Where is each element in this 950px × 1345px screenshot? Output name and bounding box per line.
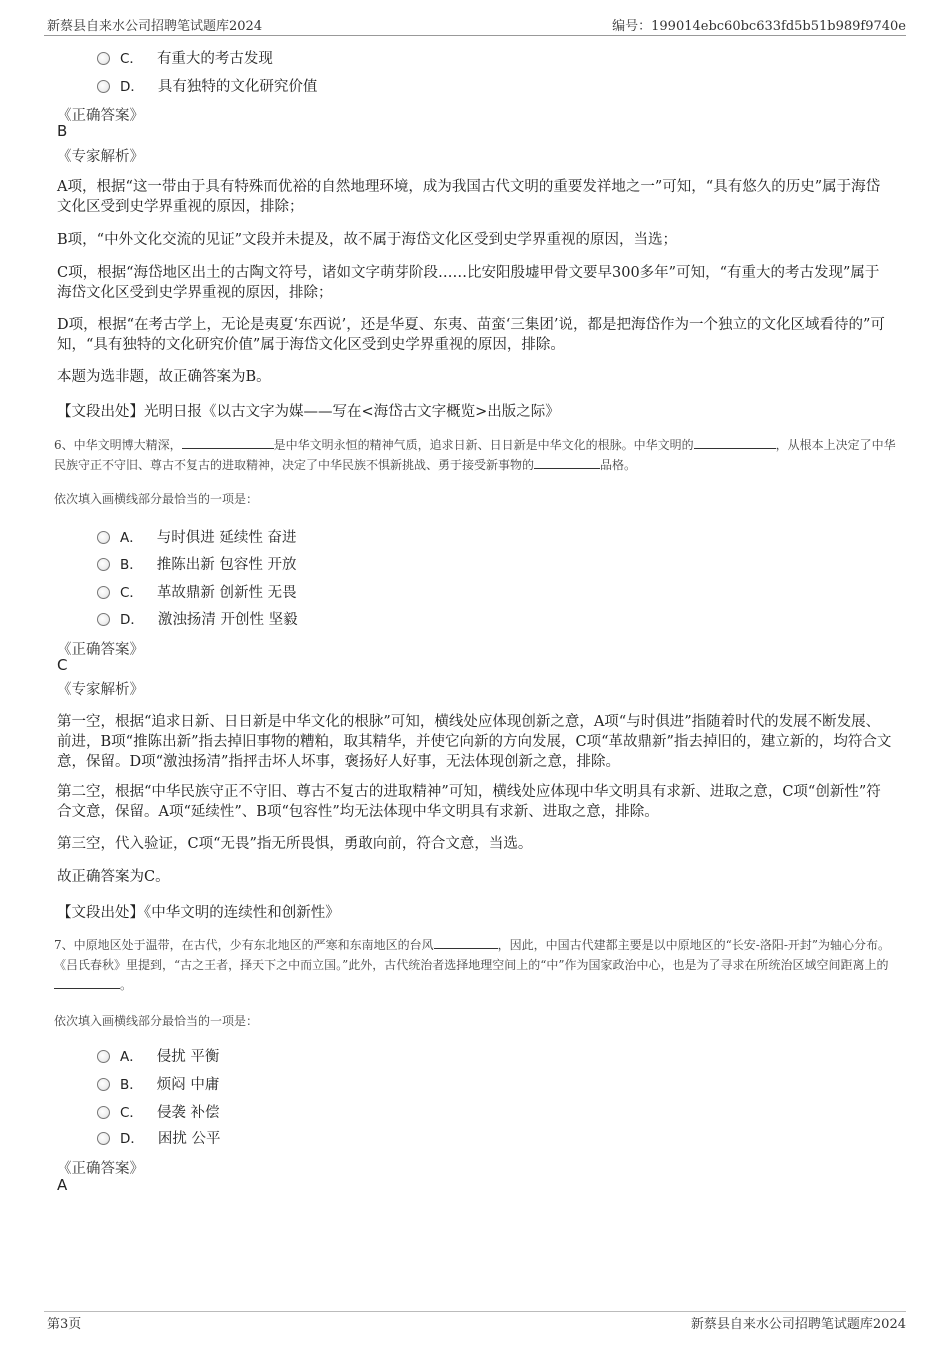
q7-hint: 依次填入画横线部分最恰当的一项是： xyxy=(54,1014,259,1028)
q7-option-c[interactable]: C． 侵袭 补偿 xyxy=(97,1101,220,1122)
radio-icon[interactable] xyxy=(97,613,110,626)
radio-icon[interactable] xyxy=(97,1106,110,1119)
header-title: 新蔡县自来水公司招聘笔试题库2024 xyxy=(47,19,263,34)
q5-answer: B xyxy=(57,122,68,140)
q5-analysis-c: C项，根据“海岱地区出土的古陶文符号，诸如文字萌芽阶段……比安阳殷墟甲骨文要早300多年”可知，“有重大的考古发现”属于海岱文化区受到史学界重视的原因，排除； xyxy=(57,265,880,301)
page-number: 第3页 xyxy=(47,1317,82,1332)
q7-answer: A xyxy=(57,1176,68,1194)
radio-icon[interactable] xyxy=(97,531,110,544)
q6-conclusion: 故正确答案为C。 xyxy=(57,869,170,885)
q6-stem: 6、中华文明博大精深， 是中华文明永恒的精神气质，追求日新、日日新是中华文化的根脉。中华文明的 ，从根本上决定了中华民族守正不守旧、尊古不复古的进取精神，决定了中华民族不惧新挑战、勇于接受新事物的 品格。 xyxy=(54,438,896,472)
q7-stem: 7、中原地区处于温带，在古代，少有东北地区的严寒和东南地区的台风 ，因此，中国古代建都主要是以中原地区的“长安-洛阳-开封”为轴心分布。《吕氏春秋》里提到，“古之王者，择天下之中而立国。”此外，古代统治者选择地理空间上的“中”作为国家政治中心，也是为了寻求在所统治区域空间距离上的。 xyxy=(54,938,891,992)
q6-analysis-2: 第二空，根据“中华民族守正不守旧、尊古不复古的进取精神”可知，横线处应体现中华文明具有求新、进取之意，C项“创新性”符合文意，保留。A项“延续性”、B项“包容性”均无法体现中华文明具有求新、进取之意，排除。 xyxy=(57,784,881,820)
radio-icon[interactable] xyxy=(97,586,110,599)
q5-answer-label: 《正确答案》 xyxy=(57,108,144,124)
q5-analysis-d: D项，根据“在考古学上，无论是夷夏‘东西说’，还是华夏、东夷、苗蛮‘三集团’说，都是把海岱作为一个独立的文化区域看待的”可知，“具有独特的文化研究价值”属于海岱文化区受到史学界重视的原因，排除。 xyxy=(57,317,885,353)
blank-2 xyxy=(54,976,120,989)
q6-option-a[interactable]: A． 与时俱进 延续性 奋进 xyxy=(97,526,296,547)
q6-analysis-label: 《专家解析》 xyxy=(57,682,144,698)
q5-source: 【文段出处】光明日报《以古文字为媒——写在<海岱古文字概览>出版之际》 xyxy=(57,404,560,420)
q6-hint: 依次填入画横线部分最恰当的一项是： xyxy=(54,492,259,506)
q6-option-b[interactable]: B． 推陈出新 包容性 开放 xyxy=(97,553,296,574)
radio-icon[interactable] xyxy=(97,1050,110,1063)
q6-analysis-3: 第三空，代入验证，C项“无畏”指无所畏惧，勇敢向前，符合文意，当选。 xyxy=(57,836,533,852)
radio-icon[interactable] xyxy=(97,1078,110,1091)
q7-option-a[interactable]: A． 侵扰 平衡 xyxy=(97,1045,219,1066)
blank-3 xyxy=(534,456,600,469)
radio-icon[interactable] xyxy=(97,1132,110,1145)
q5-analysis-label: 《专家解析》 xyxy=(57,149,144,165)
q7-option-b[interactable]: B． 烦闷 中庸 xyxy=(97,1073,219,1094)
q5-analysis-a: A项，根据“这一带由于具有特殊而优裕的自然地理环境，成为我国古代文明的重要发祥地之一”可知，“具有悠久的历史”属于海岱文化区受到史学界重视的原因，排除； xyxy=(57,179,881,215)
header-doc-id: 编号：199014ebc60bc633fd5b51b989f9740e xyxy=(612,19,906,34)
footer-divider xyxy=(44,1311,906,1312)
radio-icon[interactable] xyxy=(97,80,110,93)
radio-icon[interactable] xyxy=(97,558,110,571)
q6-answer-label: 《正确答案》 xyxy=(57,642,144,658)
q5-option-d[interactable]: D． 具有独特的文化研究价值 xyxy=(97,75,317,96)
q6-answer: C xyxy=(57,656,68,674)
q6-option-c[interactable]: C． 革故鼎新 创新性 无畏 xyxy=(97,581,297,602)
footer-title: 新蔡县自来水公司招聘笔试题库2024 xyxy=(690,1317,906,1332)
q7-option-d[interactable]: D． 困扰 公平 xyxy=(97,1127,221,1148)
q6-source: 【文段出处】《中华文明的连续性和创新性》 xyxy=(57,905,340,921)
q5-conclusion: 本题为选非题，故正确答案为B。 xyxy=(57,369,271,385)
q5-analysis-b: B项，“中外文化交流的见证”文段并未提及，故不属于海岱文化区受到史学界重视的原因，当选； xyxy=(57,232,677,248)
blank-1 xyxy=(434,936,498,949)
blank-1 xyxy=(182,436,274,449)
q7-answer-label: 《正确答案》 xyxy=(57,1161,144,1177)
q6-analysis-1: 第一空，根据“追求日新、日日新是中华文化的根脉”可知，横线处应体现创新之意，A项“与时俱进”指随着时代的发展不断发展、前进，B项“推陈出新”指去掉旧事物的糟粕，取其精华，并使它向新的方向发展，C项“革故鼎新”指去掉旧的，建立新的，均符合文意，保留。D项“激浊扬清”指抨击坏人坏事，褒扬好人好事，无法体现创新之意，排除。 xyxy=(57,714,892,770)
blank-2 xyxy=(694,436,776,449)
radio-icon[interactable] xyxy=(97,52,110,65)
header-divider xyxy=(44,35,906,36)
q5-option-c[interactable]: C． 有重大的考古发现 xyxy=(97,47,273,68)
q6-option-d[interactable]: D． 激浊扬清 开创性 坚毅 xyxy=(97,608,298,629)
